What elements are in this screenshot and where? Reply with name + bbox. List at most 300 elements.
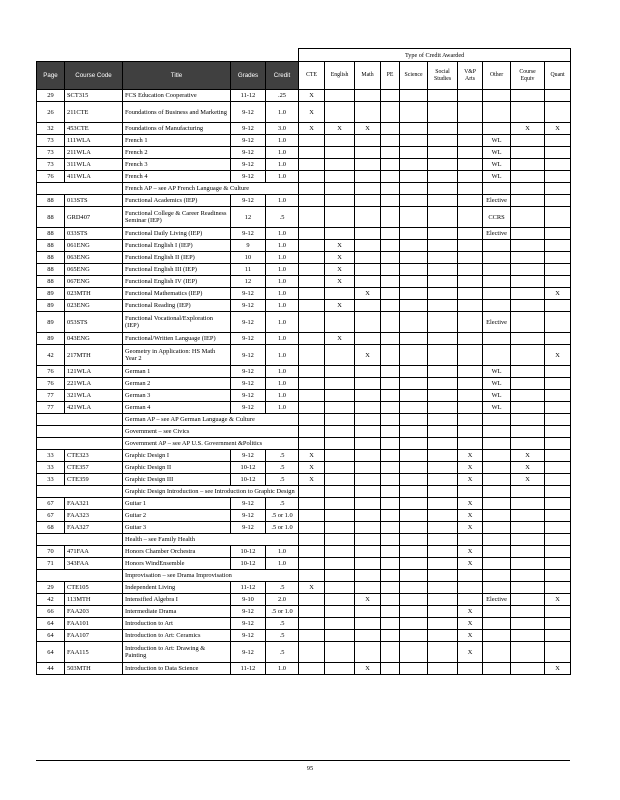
credit-mark-cell xyxy=(299,300,325,312)
credit-mark-cell xyxy=(545,240,571,252)
credit-mark-cell xyxy=(355,252,381,264)
credit-mark-cell: X xyxy=(545,594,571,606)
credit-mark-cell xyxy=(299,594,325,606)
credit-mark-cell xyxy=(299,402,325,414)
credit-mark-cell xyxy=(299,390,325,402)
credit-type-header: Social Studies xyxy=(428,62,458,90)
credit-mark-cell xyxy=(355,171,381,183)
credit-mark-cell xyxy=(428,402,458,414)
page-cell: 71 xyxy=(37,558,65,570)
credit-mark-cell xyxy=(299,498,325,510)
title-cell: Guitar 1 xyxy=(123,498,231,510)
credit-mark-cell xyxy=(355,159,381,171)
credit-mark-cell: X xyxy=(511,462,545,474)
credit-cell: 1.0 xyxy=(266,288,299,300)
grades-cell: 9-12 xyxy=(231,618,266,630)
credit-type-header: English xyxy=(325,62,355,90)
credit-mark-cell xyxy=(299,264,325,276)
grades-cell: 9-12 xyxy=(231,228,266,240)
credit-mark-cell: X xyxy=(458,510,483,522)
credit-mark-cell xyxy=(545,333,571,345)
credit-mark-cell xyxy=(381,522,400,534)
title-cell: Introduction to Art: Ceramics xyxy=(123,630,231,642)
cross-reference-row xyxy=(37,426,571,438)
credit-mark-cell xyxy=(511,366,545,378)
credit-mark-cell xyxy=(299,366,325,378)
credit-mark-cell xyxy=(299,333,325,345)
credit-cell: .5 xyxy=(266,630,299,642)
credit-mark-cell xyxy=(400,345,428,366)
title-cell: French 3 xyxy=(123,159,231,171)
credit-mark-cell xyxy=(458,207,483,228)
credit-mark-cell xyxy=(299,663,325,675)
credit-mark-cell xyxy=(428,171,458,183)
grades-cell: 11-12 xyxy=(231,90,266,102)
table-row xyxy=(37,312,571,333)
credit-mark-cell xyxy=(400,195,428,207)
credit-mark-cell xyxy=(355,642,381,663)
credit-mark-cell xyxy=(381,366,400,378)
credit-mark-cell xyxy=(545,276,571,288)
credit-mark-cell xyxy=(355,228,381,240)
credit-mark-cell xyxy=(400,522,428,534)
credit-mark-cell xyxy=(483,498,511,510)
credit-mark-cell: WL xyxy=(483,378,511,390)
page-cell: 88 xyxy=(37,264,65,276)
course-code-cell: 043ENG xyxy=(65,333,123,345)
table-row xyxy=(37,594,571,606)
credit-mark-cell xyxy=(458,333,483,345)
page-cell: 68 xyxy=(37,522,65,534)
credit-mark-cell xyxy=(511,333,545,345)
credit-mark-cell xyxy=(355,558,381,570)
credit-mark-cell xyxy=(428,90,458,102)
credit-mark-cell xyxy=(545,582,571,594)
credit-mark-cell xyxy=(428,594,458,606)
credit-mark-cell xyxy=(325,195,355,207)
credit-cell: .5 xyxy=(266,582,299,594)
credit-mark-cell xyxy=(299,345,325,366)
credit-mark-cell xyxy=(545,630,571,642)
credit-mark-cell xyxy=(325,630,355,642)
credit-cell: 1.0 xyxy=(266,159,299,171)
cross-reference-row xyxy=(37,414,571,426)
credit-mark-cell xyxy=(325,378,355,390)
credit-mark-cell xyxy=(458,594,483,606)
credit-mark-cell xyxy=(458,102,483,123)
credit-mark-cell xyxy=(545,558,571,570)
title-cell: Functional English I (IEP) xyxy=(123,240,231,252)
credit-mark-cell xyxy=(428,228,458,240)
credit-cell: 1.0 xyxy=(266,390,299,402)
credit-mark-cell xyxy=(428,276,458,288)
title-cell: Introduction to Art xyxy=(123,618,231,630)
credit-mark-cell xyxy=(400,333,428,345)
credit-mark-cell: X xyxy=(458,642,483,663)
credit-mark-cell xyxy=(511,228,545,240)
credit-mark-cell: X xyxy=(325,123,355,135)
page-cell: 88 xyxy=(37,207,65,228)
credit-mark-cell xyxy=(545,171,571,183)
credit-mark-cell xyxy=(325,345,355,366)
credit-mark-cell: WL xyxy=(483,390,511,402)
credit-mark-cell xyxy=(428,546,458,558)
table-row xyxy=(37,300,571,312)
grades-column-header: Grades xyxy=(231,62,266,90)
type-of-credit-header: Type of Credit Awarded xyxy=(299,49,571,62)
credit-mark-cell xyxy=(381,264,400,276)
cross-reference-note: Health – see Family Health xyxy=(123,534,299,546)
title-cell: Functional Academics (IEP) xyxy=(123,195,231,207)
title-cell: Functional English III (IEP) xyxy=(123,264,231,276)
table-row xyxy=(37,345,571,366)
credit-cell: 2.0 xyxy=(266,594,299,606)
credit-mark-cell xyxy=(428,207,458,228)
credit-mark-cell xyxy=(545,90,571,102)
credit-cell: .5 or 1.0 xyxy=(266,510,299,522)
credit-mark-cell xyxy=(381,510,400,522)
table-body xyxy=(37,90,571,675)
credit-mark-cell: X xyxy=(299,123,325,135)
credit-mark-cell xyxy=(428,642,458,663)
credit-mark-cell xyxy=(299,618,325,630)
credit-mark-cell xyxy=(483,300,511,312)
credit-mark-cell: X xyxy=(325,333,355,345)
credit-mark-cell xyxy=(355,240,381,252)
credit-mark-cell xyxy=(458,345,483,366)
grades-cell: 10-12 xyxy=(231,546,266,558)
credit-mark-cell xyxy=(545,300,571,312)
credit-mark-cell xyxy=(400,171,428,183)
credit-mark-cell xyxy=(483,276,511,288)
cross-reference-row xyxy=(37,570,571,582)
credit-mark-cell: X xyxy=(299,102,325,123)
credit-mark-cell xyxy=(545,462,571,474)
credit-mark-cell xyxy=(381,558,400,570)
credit-mark-cell xyxy=(381,474,400,486)
title-cell: Foundations of Manufacturing xyxy=(123,123,231,135)
credit-mark-cell: X xyxy=(458,630,483,642)
credit-mark-cell xyxy=(381,462,400,474)
course-code-cell: FAA115 xyxy=(65,642,123,663)
table-row xyxy=(37,252,571,264)
credit-mark-cell: Elective xyxy=(483,594,511,606)
credit-mark-cell xyxy=(400,630,428,642)
credit-mark-cell xyxy=(545,390,571,402)
table-row xyxy=(37,510,571,522)
credit-cell: 1.0 xyxy=(266,276,299,288)
credit-mark-cell xyxy=(381,618,400,630)
grades-cell: 9-12 xyxy=(231,630,266,642)
credit-cell: 1.0 xyxy=(266,252,299,264)
grades-cell: 11-12 xyxy=(231,582,266,594)
credit-mark-cell xyxy=(511,558,545,570)
credit-mark-cell xyxy=(325,522,355,534)
credit-mark-cell xyxy=(511,312,545,333)
grades-cell: 9-12 xyxy=(231,450,266,462)
credit-mark-cell xyxy=(545,618,571,630)
course-code-cell: 217MTH xyxy=(65,345,123,366)
credit-mark-cell xyxy=(428,462,458,474)
title-cell: Geometry in Application: HS Math Year 2 xyxy=(123,345,231,366)
credit-mark-cell xyxy=(381,582,400,594)
credit-mark-cell xyxy=(400,450,428,462)
credit-mark-cell xyxy=(428,474,458,486)
credit-mark-cell xyxy=(299,312,325,333)
footer-rule xyxy=(36,760,570,761)
credit-mark-cell xyxy=(325,546,355,558)
grades-cell: 9-12 xyxy=(231,606,266,618)
credit-mark-cell xyxy=(299,558,325,570)
credit-mark-cell xyxy=(458,582,483,594)
credit-mark-cell xyxy=(299,207,325,228)
credit-mark-cell xyxy=(511,252,545,264)
credit-mark-cell xyxy=(511,288,545,300)
page-cell: 88 xyxy=(37,252,65,264)
credit-mark-cell xyxy=(299,159,325,171)
credit-mark-cell xyxy=(400,558,428,570)
table-row xyxy=(37,207,571,228)
credit-mark-cell: WL xyxy=(483,171,511,183)
credit-mark-cell xyxy=(355,630,381,642)
credit-mark-cell xyxy=(325,594,355,606)
credit-mark-cell xyxy=(483,345,511,366)
table-row xyxy=(37,333,571,345)
credit-mark-cell xyxy=(428,618,458,630)
credit-mark-cell xyxy=(400,102,428,123)
grades-cell: 10-12 xyxy=(231,558,266,570)
credit-mark-cell xyxy=(428,195,458,207)
credit-cell: .5 xyxy=(266,207,299,228)
cross-reference-note: Improvisation – see Drama Improvisation xyxy=(123,570,299,582)
credit-mark-cell: WL xyxy=(483,402,511,414)
credit-mark-cell xyxy=(458,147,483,159)
credit-mark-cell xyxy=(400,228,428,240)
title-cell: Guitar 3 xyxy=(123,522,231,534)
credit-type-header: V&P Arts xyxy=(458,62,483,90)
credit-cell: 1.0 xyxy=(266,147,299,159)
course-code-cell: 061ENG xyxy=(65,240,123,252)
credit-mark-cell xyxy=(483,546,511,558)
credit-mark-cell xyxy=(325,450,355,462)
credit-mark-cell xyxy=(458,159,483,171)
credit-mark-cell: X xyxy=(511,450,545,462)
table-row xyxy=(37,276,571,288)
credit-mark-cell xyxy=(400,300,428,312)
credit-mark-cell xyxy=(428,390,458,402)
credit-mark-cell xyxy=(381,663,400,675)
credit-mark-cell xyxy=(428,135,458,147)
credit-mark-cell: X xyxy=(299,450,325,462)
credit-mark-cell xyxy=(355,366,381,378)
credit-mark-cell: X xyxy=(299,462,325,474)
credit-mark-cell xyxy=(400,582,428,594)
credit-mark-cell xyxy=(381,300,400,312)
credit-mark-cell xyxy=(381,333,400,345)
title-cell: German 3 xyxy=(123,390,231,402)
credit-mark-cell xyxy=(325,558,355,570)
title-cell: French 2 xyxy=(123,147,231,159)
credit-mark-cell xyxy=(511,663,545,675)
credit-mark-cell: X xyxy=(511,474,545,486)
credit-mark-cell xyxy=(545,510,571,522)
credit-mark-cell xyxy=(458,90,483,102)
credit-mark-cell xyxy=(299,288,325,300)
title-cell: Introduction to Data Science xyxy=(123,663,231,675)
table-row xyxy=(37,135,571,147)
credit-mark-cell xyxy=(325,390,355,402)
credit-mark-cell xyxy=(381,450,400,462)
table-row xyxy=(37,474,571,486)
credit-mark-cell xyxy=(381,123,400,135)
credit-mark-cell: WL xyxy=(483,366,511,378)
credit-mark-cell xyxy=(545,522,571,534)
credit-mark-cell xyxy=(400,606,428,618)
credit-mark-cell xyxy=(400,288,428,300)
credit-mark-cell xyxy=(458,240,483,252)
credit-mark-cell xyxy=(483,510,511,522)
credit-mark-cell xyxy=(381,252,400,264)
credit-mark-cell: X xyxy=(325,240,355,252)
table-row xyxy=(37,618,571,630)
course-code-cell: FAA321 xyxy=(65,498,123,510)
table-row xyxy=(37,159,571,171)
title-cell: Honors Chamber Orchestra xyxy=(123,546,231,558)
table-row xyxy=(37,102,571,123)
course-code-cell: 421WLA xyxy=(65,402,123,414)
credit-mark-cell: Elective xyxy=(483,228,511,240)
credit-mark-cell xyxy=(511,345,545,366)
course-code-cell: 023ENG xyxy=(65,300,123,312)
credit-mark-cell xyxy=(458,171,483,183)
credit-mark-cell xyxy=(428,102,458,123)
course-code-cell: 471FAA xyxy=(65,546,123,558)
credit-mark-cell xyxy=(428,378,458,390)
credit-mark-cell xyxy=(511,159,545,171)
credit-cell: 1.0 xyxy=(266,312,299,333)
table-row xyxy=(37,402,571,414)
credit-mark-cell: WL xyxy=(483,159,511,171)
credit-mark-cell xyxy=(511,546,545,558)
credit-mark-cell xyxy=(299,276,325,288)
credit-mark-cell: Elective xyxy=(483,312,511,333)
credit-cell: 1.0 xyxy=(266,135,299,147)
credit-mark-cell xyxy=(545,264,571,276)
credit-mark-cell xyxy=(381,378,400,390)
credit-mark-cell xyxy=(355,207,381,228)
table-row xyxy=(37,582,571,594)
credit-mark-cell xyxy=(381,312,400,333)
credit-cell: 1.0 xyxy=(266,663,299,675)
page-cell: 32 xyxy=(37,123,65,135)
page-cell: 64 xyxy=(37,642,65,663)
credit-mark-cell xyxy=(511,582,545,594)
credit-mark-cell xyxy=(299,147,325,159)
credit-cell: 1.0 xyxy=(266,240,299,252)
credit-cell: 1.0 xyxy=(266,171,299,183)
title-cell: Guitar 2 xyxy=(123,510,231,522)
credit-mark-cell xyxy=(483,333,511,345)
title-cell: Functional Vocational/Exploration (IEP) xyxy=(123,312,231,333)
credit-mark-cell xyxy=(428,630,458,642)
credit-mark-cell xyxy=(511,276,545,288)
credit-mark-cell xyxy=(400,240,428,252)
credit-mark-cell xyxy=(545,450,571,462)
cross-reference-note: French AP – see AP French Language & Culture xyxy=(123,183,299,195)
credit-mark-cell xyxy=(545,147,571,159)
course-code-cell: FAA203 xyxy=(65,606,123,618)
table-row xyxy=(37,558,571,570)
credit-mark-cell xyxy=(325,312,355,333)
credit-mark-cell xyxy=(400,594,428,606)
credit-mark-cell xyxy=(299,606,325,618)
credit-cell: .5 or 1.0 xyxy=(266,522,299,534)
credit-mark-cell xyxy=(545,606,571,618)
credit-mark-cell xyxy=(299,510,325,522)
table-row xyxy=(37,171,571,183)
credit-type-header: CTE xyxy=(299,62,325,90)
course-code-cell: 343FAA xyxy=(65,558,123,570)
credit-mark-cell xyxy=(545,159,571,171)
credit-mark-cell: X xyxy=(458,498,483,510)
credit-cell: .5 xyxy=(266,450,299,462)
credit-mark-cell: X xyxy=(545,288,571,300)
credit-mark-cell xyxy=(458,123,483,135)
credit-mark-cell: X xyxy=(458,558,483,570)
page-cell: 76 xyxy=(37,378,65,390)
credit-mark-cell xyxy=(458,402,483,414)
credit-mark-cell xyxy=(400,663,428,675)
credit-mark-cell xyxy=(511,510,545,522)
title-cell: Functional Reading (IEP) xyxy=(123,300,231,312)
title-cell: FCS Education Cooperative xyxy=(123,90,231,102)
table-row xyxy=(37,522,571,534)
credit-cell: 1.0 xyxy=(266,366,299,378)
credit-column-header: Credit xyxy=(266,62,299,90)
page-cell: 88 xyxy=(37,240,65,252)
table-row xyxy=(37,642,571,663)
credit-mark-cell xyxy=(511,240,545,252)
page-cell: 66 xyxy=(37,606,65,618)
credit-mark-cell xyxy=(458,300,483,312)
credit-mark-cell xyxy=(458,252,483,264)
cross-reference-row xyxy=(37,438,571,450)
credit-mark-cell xyxy=(511,147,545,159)
table-row xyxy=(37,390,571,402)
credit-mark-cell: X xyxy=(325,264,355,276)
page-cell: 33 xyxy=(37,450,65,462)
credit-mark-cell xyxy=(511,498,545,510)
credit-mark-cell xyxy=(483,558,511,570)
credit-mark-cell xyxy=(511,606,545,618)
credit-mark-cell xyxy=(325,582,355,594)
credit-mark-cell xyxy=(511,618,545,630)
table-row xyxy=(37,228,571,240)
course-code-cell: 013STS xyxy=(65,195,123,207)
table-row xyxy=(37,288,571,300)
page-cell: 29 xyxy=(37,582,65,594)
credit-mark-cell: X xyxy=(545,123,571,135)
credit-mark-cell xyxy=(400,159,428,171)
credit-cell: .5 xyxy=(266,498,299,510)
credit-mark-cell xyxy=(545,546,571,558)
course-code-cell: CTE359 xyxy=(65,474,123,486)
credit-mark-cell xyxy=(428,558,458,570)
page-cell: 89 xyxy=(37,333,65,345)
credit-mark-cell xyxy=(511,390,545,402)
credit-mark-cell xyxy=(325,462,355,474)
credit-type-header: Course Equiv xyxy=(511,62,545,90)
